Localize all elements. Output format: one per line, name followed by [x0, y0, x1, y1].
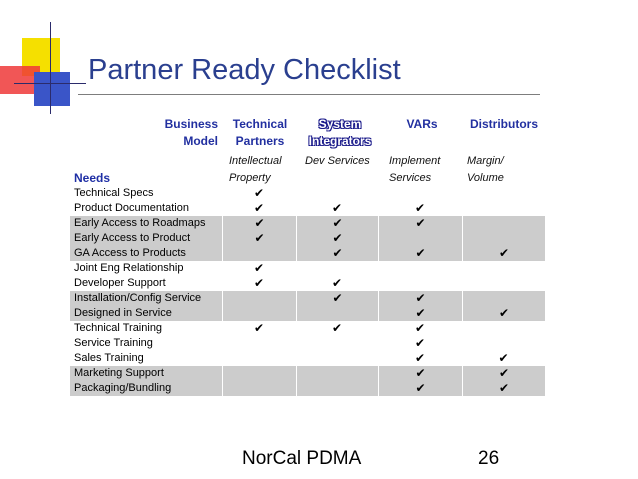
row-label: GA Access to Products — [74, 247, 186, 259]
empty-cell — [222, 351, 296, 366]
title-rule — [78, 94, 540, 95]
check-icon: ✔ — [378, 366, 462, 381]
table-row — [70, 366, 545, 381]
deco-vertical-line — [50, 22, 51, 114]
check-icon: ✔ — [296, 216, 378, 231]
empty-cell — [296, 381, 378, 396]
table-row — [70, 276, 545, 291]
table-row — [70, 201, 545, 216]
check-icon: ✔ — [296, 246, 378, 261]
check-icon: ✔ — [331, 321, 343, 335]
check-icon: ✔ — [222, 216, 296, 231]
row-label: Packaging/Bundling — [74, 382, 172, 394]
empty-cell — [378, 276, 462, 291]
check-icon: ✔ — [222, 231, 296, 246]
check-icon: ✔ — [253, 186, 265, 200]
check-icon: ✔ — [414, 351, 426, 365]
check-icon: ✔ — [331, 276, 343, 290]
empty-cell — [462, 201, 545, 216]
needs-label: Needs — [74, 171, 111, 185]
check-icon: ✔ — [253, 261, 265, 275]
empty-cell — [222, 336, 296, 351]
check-icon: ✔ — [414, 336, 426, 350]
col-header-system-integrators: System Integrators — [308, 117, 372, 148]
table-row — [70, 231, 545, 246]
row-label: Technical Specs — [74, 187, 154, 199]
empty-cell — [296, 336, 378, 351]
check-icon: ✔ — [462, 306, 545, 321]
table-row — [70, 306, 545, 321]
table-row — [70, 261, 545, 276]
check-icon: ✔ — [378, 306, 462, 321]
col-sub-vars: Implement Services — [389, 155, 441, 184]
check-icon: ✔ — [414, 201, 426, 215]
row-label: Product Documentation — [74, 202, 189, 214]
row-label: Joint Eng Relationship — [74, 262, 184, 274]
col-sub-technical-partners: Intellectual Property — [229, 155, 282, 184]
check-icon: ✔ — [378, 291, 462, 306]
table-row — [70, 321, 545, 336]
table-row — [70, 186, 545, 201]
table-row — [70, 216, 545, 231]
deco-blue-square — [34, 72, 70, 106]
check-icon: ✔ — [378, 381, 462, 396]
row-label: Designed in Service — [74, 307, 172, 319]
check-icon: ✔ — [253, 321, 265, 335]
check-icon: ✔ — [378, 216, 462, 231]
row-label: Installation/Config Service — [74, 292, 202, 304]
row-label: Early Access to Roadmaps — [74, 217, 206, 229]
col-sub-system-integrators: Dev Services — [305, 155, 370, 167]
table-row — [70, 381, 545, 396]
empty-cell — [222, 381, 296, 396]
empty-cell — [378, 231, 462, 246]
row-label: Service Training — [74, 337, 153, 349]
row-label: Technical Training — [74, 322, 163, 334]
check-icon: ✔ — [462, 381, 545, 396]
empty-cell — [296, 306, 378, 321]
col-header-distributors: Distributors — [469, 117, 538, 131]
empty-cell — [462, 261, 545, 276]
deco-horizontal-line — [14, 83, 86, 84]
row-label: Marketing Support — [74, 367, 164, 379]
business-model-label: Business Model — [164, 117, 218, 148]
check-icon: ✔ — [296, 291, 378, 306]
empty-cell — [296, 351, 378, 366]
empty-cell — [296, 186, 378, 201]
empty-cell — [462, 216, 545, 231]
check-icon: ✔ — [414, 321, 426, 335]
empty-cell — [462, 231, 545, 246]
col-header-technical-partners: Technical Partners — [232, 117, 288, 148]
check-icon: ✔ — [331, 201, 343, 215]
row-label: Sales Training — [74, 352, 144, 364]
empty-cell — [462, 321, 545, 336]
empty-cell — [378, 261, 462, 276]
table-row — [70, 336, 545, 351]
empty-cell — [222, 246, 296, 261]
checklist-table — [70, 186, 545, 396]
check-icon: ✔ — [498, 351, 509, 365]
col-header-vars: VARs — [406, 117, 438, 131]
empty-cell — [296, 366, 378, 381]
table-row — [70, 291, 545, 306]
footer-org: NorCal PDMA — [242, 448, 362, 469]
row-label: Early Access to Product — [74, 232, 191, 244]
page-number: 26 — [478, 448, 500, 469]
empty-cell — [296, 261, 378, 276]
empty-cell — [222, 366, 296, 381]
check-icon: ✔ — [296, 231, 378, 246]
check-icon: ✔ — [378, 246, 462, 261]
empty-cell — [378, 186, 462, 201]
empty-cell — [462, 186, 545, 201]
empty-cell — [462, 336, 545, 351]
row-label: Developer Support — [74, 277, 166, 289]
table-row — [70, 246, 545, 261]
empty-cell — [462, 291, 545, 306]
check-icon: ✔ — [253, 201, 265, 215]
table-row — [70, 351, 545, 366]
empty-cell — [222, 306, 296, 321]
check-icon: ✔ — [253, 276, 265, 290]
col-sub-distributors: Margin/ Volume — [467, 155, 504, 184]
empty-cell — [462, 276, 545, 291]
check-icon: ✔ — [462, 366, 545, 381]
check-icon: ✔ — [462, 246, 545, 261]
slide-title: Partner Ready Checklist — [88, 54, 401, 86]
empty-cell — [222, 291, 296, 306]
